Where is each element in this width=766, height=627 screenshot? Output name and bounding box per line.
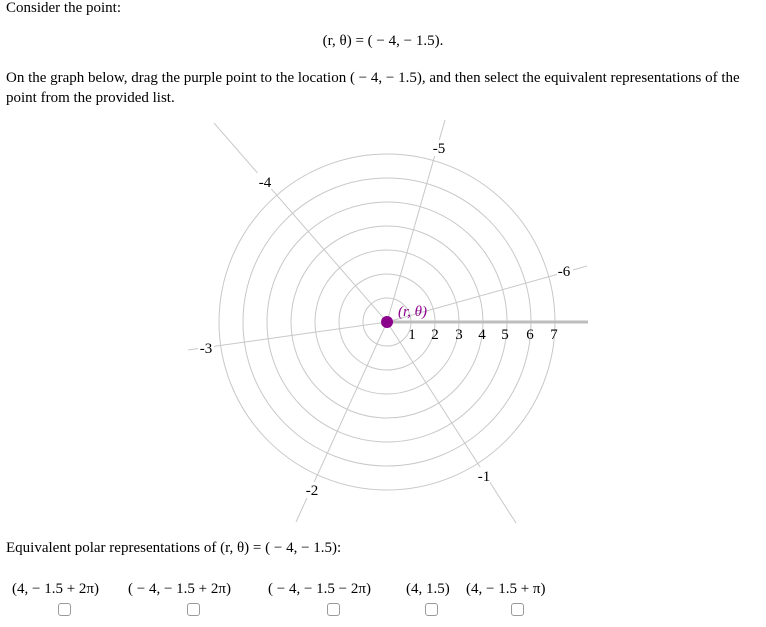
intro-text: Consider the point: xyxy=(6,0,121,16)
ray-label-5: -5 xyxy=(432,141,446,157)
option-checkbox-2[interactable] xyxy=(187,603,200,616)
ray-3 xyxy=(188,322,387,350)
radial-tick-labels xyxy=(408,327,558,343)
option-label-5: (4, − 1.5 + π) xyxy=(466,581,546,597)
option-label-1: (4, − 1.5 + 2π) xyxy=(12,581,99,597)
ray-label-3: -3 xyxy=(199,341,213,357)
ray-label-2: -2 xyxy=(305,483,319,499)
option-checkbox-4[interactable] xyxy=(425,603,438,616)
instructions-text: On the graph below, drag the purple point to the location ( − 4, − 1.5), and then select the equivalent representations of the point from the provided list. xyxy=(6,70,740,106)
option-checkbox-1[interactable] xyxy=(58,603,71,616)
ray-label-4: -4 xyxy=(258,175,272,191)
tick-1: 1 xyxy=(408,327,416,343)
tick-7: 7 xyxy=(550,327,558,343)
ray-label-1: -1 xyxy=(477,469,491,485)
ray-label-6: -6 xyxy=(557,264,571,280)
option-label-4: (4, 1.5) xyxy=(406,581,450,597)
tick-2: 2 xyxy=(431,327,439,343)
ray-1 xyxy=(387,322,516,523)
polar-graph[interactable] xyxy=(180,118,600,528)
option-label-2: ( − 4, − 1.5 + 2π) xyxy=(128,581,231,597)
option-label-3: ( − 4, − 1.5 − 2π) xyxy=(268,581,371,597)
draggable-point[interactable] xyxy=(381,316,393,328)
tick-5: 5 xyxy=(501,327,509,343)
tick-6: 6 xyxy=(526,327,534,343)
given-point: (r, θ) = ( − 4, − 1.5). xyxy=(322,33,444,49)
tick-4: 4 xyxy=(478,327,486,343)
equivalent-heading: Equivalent polar representations of (r, θ) = ( − 4, − 1.5): xyxy=(6,540,342,556)
point-label: (r, θ) xyxy=(398,304,428,320)
option-checkbox-3[interactable] xyxy=(327,603,340,616)
tick-3: 3 xyxy=(455,327,463,343)
ray-4 xyxy=(214,123,387,322)
option-checkbox-5[interactable] xyxy=(511,603,524,616)
